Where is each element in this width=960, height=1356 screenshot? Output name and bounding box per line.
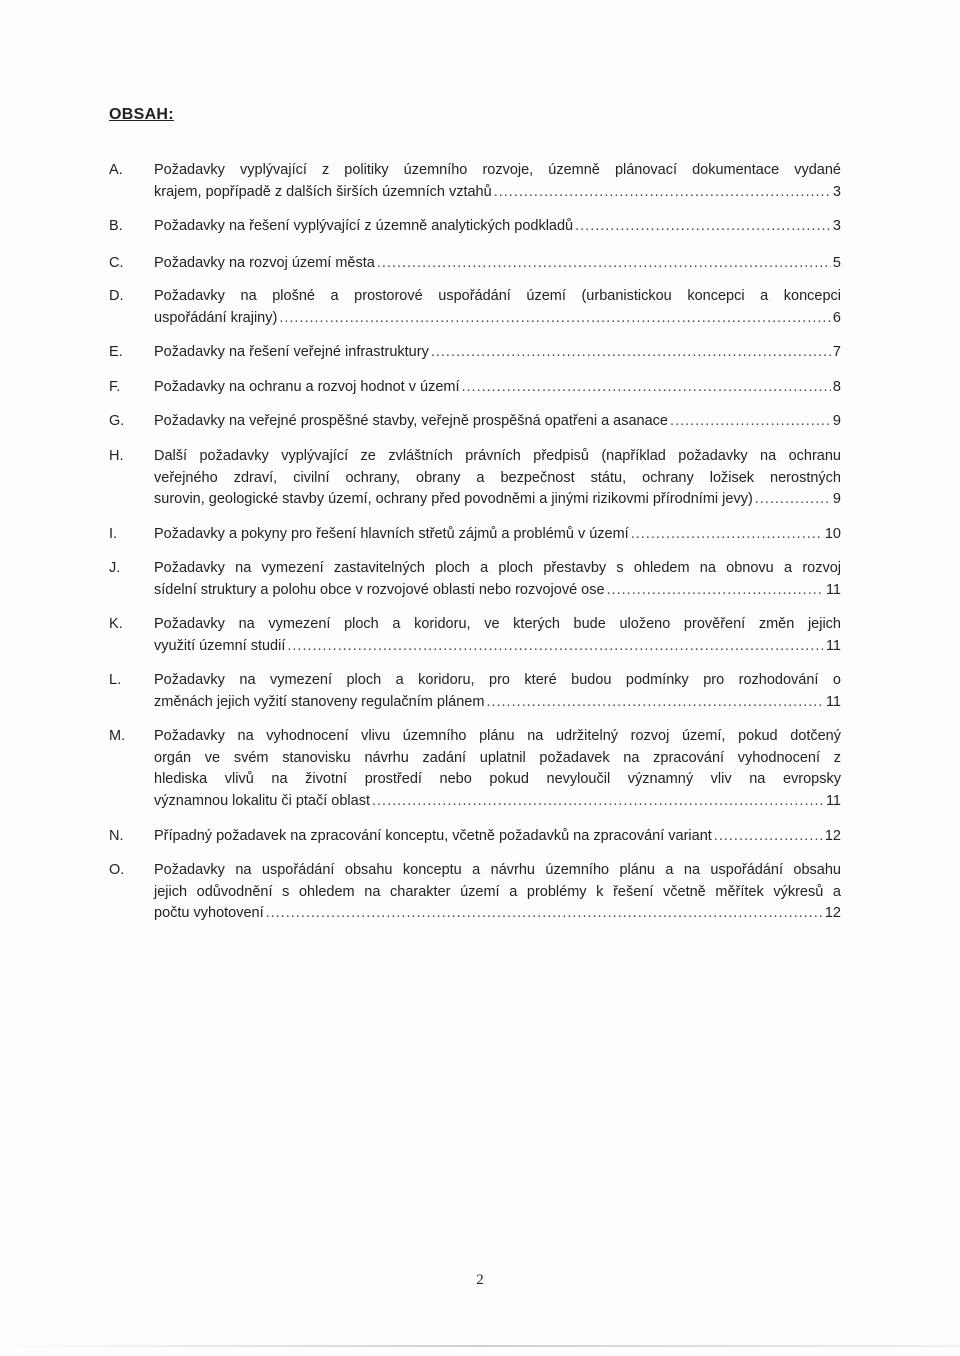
entry-text-last: Požadavky na řešení veřejné infrastruktury [154,344,429,360]
entry-letter: H. [109,448,124,464]
entry-page-number: 11 [825,792,841,809]
entry-letter: I. [109,526,118,542]
entry-text-line: Požadavky na vymezení ploch a koridoru, pro které budou podmínky pro rozhodování o [154,672,841,688]
dot-leader [494,182,831,204]
entry-letter: D. [109,288,124,304]
entry-page-number: 8 [832,379,841,395]
entry-page-number: 11 [825,581,841,598]
entry-text-line: Požadavky na vymezení ploch a koridoru, ve kterých bude uloženo prověření změn jejich [154,616,841,632]
entry-letter: E. [109,344,123,360]
entry-text-line: Požadavky na vymezení zastavitelných ploch a ploch přestavby s ohledem na obnovu a rozvoj [154,560,841,576]
entry-text-last: sídelní struktury a polohu obce v rozvojové oblasti nebo rozvojové ose [154,581,605,598]
entry-page-number: 5 [832,255,841,271]
entry-text-line: jejich odůvodnění s ohledem na charakter území a problémy k řešení včetně měřítek výkresů a [154,883,841,900]
entry-text-last: Požadavky na veřejné prospěšné stavby, veřejně prospěšná opatřeni a asanace [154,413,668,429]
scan-edge-divider [0,1345,960,1347]
entry-text-last: významnou lokalitu či ptačí oblast [154,792,370,809]
entry-page-number: 3 [832,218,841,234]
entry-text-last: Požadavky na ochranu a rozvoj hodnot v území [154,379,460,395]
entry-letter: J. [109,560,121,576]
dot-leader [607,580,824,602]
dot-leader [461,377,830,399]
entry-text-last: surovin, geologické stavby území, ochrany před povodněmi a jinými rizikovmi přírodními jevy) [154,491,753,507]
entry-page-number: 12 [824,905,841,921]
dot-leader [670,411,831,433]
dot-leader [714,826,823,848]
entry-text-line: Další požadavky vyplývající ze zvláštních právních předpisů (například požadavky na ochranu [154,448,841,464]
entry-page-number: 11 [825,637,841,654]
dot-leader [372,791,824,813]
entry-page-number: 6 [832,309,841,326]
entry-page-number: 9 [832,491,841,507]
entry-text-line: orgán ve svém stanovisku návrhu zadání uplatnil požadavek na zpracování vyhodnocení z [154,749,841,766]
entry-letter: F. [109,379,121,395]
entry-letter: O. [109,862,125,878]
toc-heading: OBSAH: [109,106,174,123]
dot-leader [377,253,831,275]
entry-text-line: Požadavky na uspořádání obsahu konceptu a návrhu územního plánu a na uspořádání obsahu [154,862,841,878]
dot-leader [631,524,823,546]
entry-text-last: Požadavky a pokyny pro řešení hlavních střetů zájmů a problémů v území [154,526,629,542]
entry-page-number: 12 [824,828,841,844]
entry-letter: A. [109,162,123,178]
entry-page-number: 9 [832,413,841,429]
dot-leader [287,636,824,658]
dot-leader [755,489,831,511]
entry-text-last: využití územní studií [154,637,286,654]
entry-text-line: Požadavky vyplývající z politiky územního rozvoje, územně plánovací dokumentace vydané [154,162,841,178]
entry-page-number: 11 [825,693,841,710]
dot-leader [575,216,831,238]
entry-letter: C. [109,255,124,271]
entry-letter: M. [109,728,126,744]
entry-letter: B. [109,218,123,234]
entry-page-number: 7 [832,344,841,360]
entry-letter: K. [109,616,123,632]
entry-letter: G. [109,413,125,429]
dot-leader [486,692,824,714]
entry-text-last: počtu vyhotovení [154,905,264,921]
entry-text-line: hlediska vlivů na životní prostředí nebo pokud nevyloučil významný vliv na evropsky [154,771,841,787]
entry-text-last: Případný požadavek na zpracování konceptu, včetně požadavků na zpracování variant [154,828,712,844]
entry-text-last: krajem, popřípadě z dalších širších územních vztahů [154,183,492,200]
entry-page-number: 10 [824,526,841,542]
dot-leader [279,308,831,330]
entry-page-number: 3 [832,183,841,200]
entry-text-last: uspořádání krajiny) [154,309,278,326]
entry-text-last: Požadavky na rozvoj území města [154,255,375,271]
entry-text-line: veřejného zdraví, civilní ochrany, obrany a bezpečnost státu, ochrany ložisek nerostných [154,469,841,486]
dot-leader [431,342,831,364]
entry-text-line: Požadavky na vyhodnocení vlivu územního plánu na udržitelný rozvoj území, pokud dotčený [154,728,841,744]
entry-letter: L. [109,672,122,688]
entry-text-line: Požadavky na plošné a prostorové uspořádání území (urbanistickou koncepci a koncepci [154,288,841,304]
entry-letter: N. [109,828,124,844]
page-number: 2 [476,1272,484,1288]
entry-text-last: změnách jejich vyžití stanoveny regulačním plánem [154,693,485,710]
dot-leader [266,903,823,925]
entry-text-last: Požadavky na řešení vyplývající z územně analytických podkladů [154,218,574,234]
